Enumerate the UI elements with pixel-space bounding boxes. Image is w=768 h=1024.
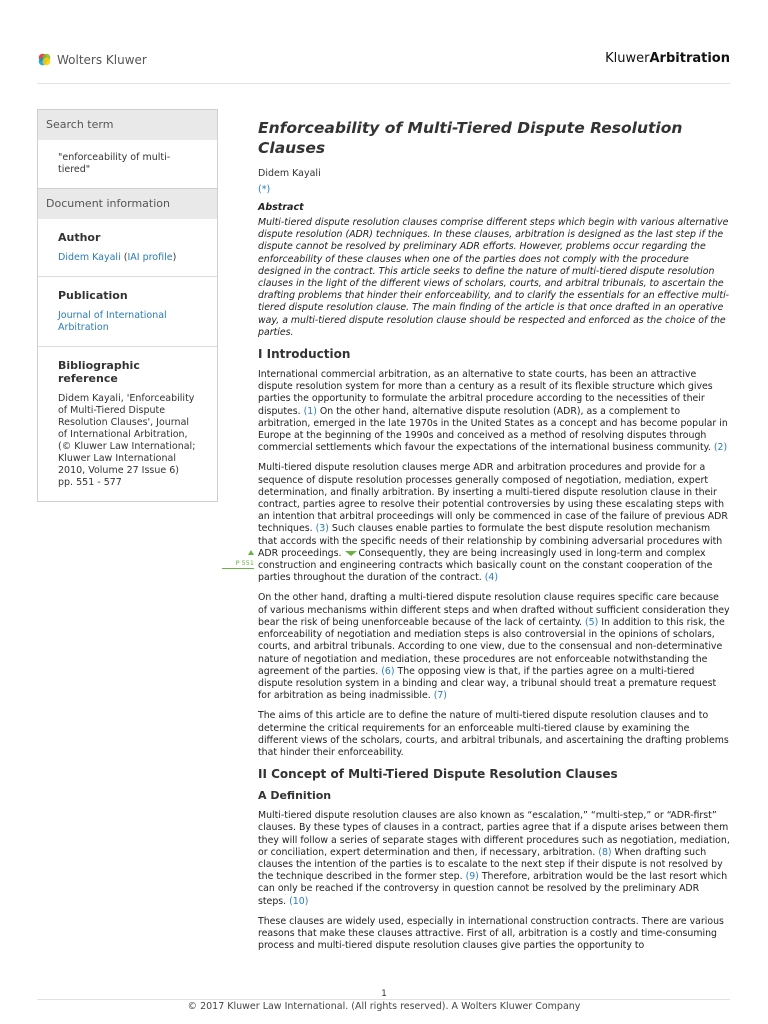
page-marker-triangle-icon (248, 550, 254, 555)
subsection-heading-definition: A Definition (258, 789, 332, 803)
footnote-1-link[interactable]: (1) (303, 405, 317, 417)
footnote-5-link[interactable]: (5) (584, 616, 599, 628)
footnote-7-link[interactable]: (7) (433, 690, 447, 702)
brand-logo-group[interactable] (37, 52, 147, 67)
abstract-label: Abstract (258, 202, 304, 213)
footnote-2-link[interactable]: (2) (713, 442, 728, 454)
paragraph-3-text-a: On the other hand, drafting a multi-tiered dispute resolution clause requires specific care because of various mechanisms within different steps and when drafted without sufficient consideration they bear the risk of being unenforceable because of the lack of certainty. (258, 592, 730, 628)
paragraph-3-text-b: In addition to this risk, the enforceability of negotiation and mediation steps is also controversial in the opinions of scholars, courts, and arbitral tribunals. According to one view, due to the consensual and non-determinative nature of negotiation and mediation, these procedures are not enforceable notwithstanding the agreement of the parties. (258, 616, 725, 677)
paragraph-4: The aims of this article are to define the nature of multi-tiered dispute resolution clauses and to determine the critical requirements for an enforceable multi-tiered clause by examining the different views of the scholars, courts, and arbitral tribunals, and ascertaining the drafting problems that hinder their enforceability. (258, 710, 729, 758)
paragraph-1-text-b: On the other hand, alternative dispute resolution (ADR), as a complement to arbitration, emerged in the late 1970s in the United States as a concept and has become popular in Europe at the beginning of the 1990s and conceived as a method of resolving disputes through commercial settlements which favour the expectations of the international business community. (258, 405, 728, 454)
bibliographic-reference-section (38, 346, 217, 501)
author-line (58, 252, 197, 264)
section-heading-introduction: I Introduction (258, 347, 351, 362)
footnote-3-link[interactable]: (3) (315, 523, 329, 535)
author-note-link-wrap (258, 184, 730, 195)
page-marker-label: P 551 (222, 559, 254, 569)
iai-profile-link[interactable]: IAI profile (127, 252, 173, 263)
author-note-link[interactable]: (*) (258, 184, 271, 195)
document-information-header: Document information (38, 188, 217, 219)
paragraph-6: These clauses are widely used, especially in international construction contracts. There are various reasons that make these clauses attractive. First of all, arbitration is a costly and time-consuming process and multi-tiered dispute resolution clauses give parties the opportunity to (258, 915, 724, 952)
product-name[interactable] (605, 51, 730, 66)
page-marker (222, 540, 254, 569)
footnote-4-link[interactable]: (4) (484, 572, 498, 584)
paragraph-2-text-a: Multi-tiered dispute resolution clauses merge ADR and arbitration procedures and provide for a sequence of dispute resolution processes generally composed of negotiation, mediation, expert determination, and finally arbitration. By inserting a multi-tiered dispute resolution clause in their contract, parties agree to resolve their potential controversies by using these escalating steps with an intention that arbitral proceedings will only be commenced in case of the failure of previous ADR techniques. (258, 462, 728, 535)
brand-name: Wolters Kluwer (57, 52, 147, 67)
footnote-8-link[interactable]: (8) (598, 846, 612, 858)
bibliographic-reference-label: Bibliographic reference (58, 359, 140, 385)
paragraph-5-text-c: Therefore, arbitration would be the last resort which can only be reached if the controversy in question cannot be resolved by the preliminary ADR steps. (258, 871, 728, 907)
abstract-text: Multi-tiered dispute resolution clauses comprise different steps which begin with various alternative dispute resolution (ADR) techniques. In these clauses, arbitration is designed as the last step if the dispute cannot be resolved by preliminary ADR efforts. However, problems occur regarding the enforceability of these clauses when one of the parties does not comply with the procedure designed in the contract. This article seeks to define the nature of multi-tiered dispute resolution clauses in the light of the different views of scholars, courts, and arbitral tribunals, to ascertain the drafting problems that hinder their enforceability, and to clarify the essentials for an effective multi-tiered dispute resolution clause. The main finding of the article is that once drafted in an operative way, a multi-tiered dispute resolution clause should be respected and enforced as the choice of the parties. (258, 217, 730, 338)
author-paren-close: ) (172, 252, 177, 263)
paragraph-2-text-b: Such clauses enable parties to formulate the best dispute resolution mechanism that accords with the specific needs of their relationship by combining adversarial procedures with ADR proceedings. (258, 523, 723, 559)
paragraph-2 (258, 462, 730, 584)
paragraph-3 (258, 592, 730, 702)
paragraph-1-text-a: International commercial arbitration, as an alternative to state courts, has been an attractive dispute resolution system for more than a century as a result of its flexible structure which gives parties the opportunity to formulate the arbitral procedure according to the necessities of their disputes. (258, 369, 713, 417)
copyright-footer: © 2017 Kluwer Law International. (All rights reserved). A Wolters Kluwer Company (187, 1001, 581, 1012)
article-body (258, 118, 730, 960)
search-term-header: Search term (38, 109, 217, 140)
author-link[interactable]: Didem Kayali (58, 252, 121, 263)
search-term-value: "enforceability of multi-tiered" (58, 152, 171, 175)
header-divider (37, 83, 730, 84)
page-number: 1 (381, 989, 387, 999)
footnote-6-link[interactable]: (6) (381, 665, 395, 677)
page-header (0, 0, 768, 90)
page-break-marker-icon (345, 551, 357, 556)
publication-link[interactable]: Journal of International Arbitration (58, 310, 167, 333)
sidebar (37, 109, 218, 502)
footnote-10-link[interactable]: (10) (289, 895, 309, 907)
section-heading-concept: II Concept of Multi-Tiered Dispute Resolution Clauses (258, 767, 618, 782)
paragraph-1 (258, 369, 730, 454)
footer-divider (37, 999, 730, 1000)
paragraph-3-text-c: The opposing view is that, if the parties agree on a multi-tiered dispute resolution system in a binding and clear way, a tribunal should treat a premature request for arbitration as being inadmissible. (258, 665, 717, 702)
publication-section (38, 276, 217, 346)
footnote-9-link[interactable]: (9) (465, 871, 479, 883)
article-title: Enforceability of Multi-Tiered Dispute Resolution Clauses (258, 119, 683, 157)
paragraph-5 (258, 810, 730, 908)
article-author: Didem Kayali (258, 168, 321, 179)
paragraph-5-text-b: When drafting such clauses the intention of the parties is to escalate to the next step if their dispute is not resolved by the technique described in the former step. (258, 846, 723, 883)
author-label: Author (58, 231, 101, 244)
author-paren-open: ( (120, 252, 128, 263)
product-prefix: Kluwer (605, 51, 650, 66)
bibliographic-reference-text: Didem Kayali, 'Enforceability of Multi-Tiered Dispute Resolution Clauses', Journal of International Arbitration, (© Kluwer Law International; Kluwer Law International 2010, Volume 27 Issue 6) pp. 551 - 577 (58, 393, 196, 488)
paragraph-2-text-c: Consequently, they are being increasingly used in long-term and complex construction and engineering contracts which basically count on the constant cooperation of the parties throughout the duration of the contract. (258, 547, 713, 584)
product-bold: Arbitration (649, 51, 730, 66)
wolters-kluwer-logo-icon (37, 52, 52, 67)
publication-label: Publication (58, 289, 128, 302)
paragraph-5-text-a: Multi-tiered dispute resolution clauses are also known as “escalation,” “multi-step,” or “ADR-first” clauses. By these types of clauses in a contract, parties agree that if a dispute arises between them they will follow a series of separate stages with different procedures such as negotiation, mediation, or conciliation, expert determination and then, if necessary, arbitration. (258, 810, 730, 858)
search-term-section (38, 140, 217, 188)
author-section (38, 219, 217, 276)
